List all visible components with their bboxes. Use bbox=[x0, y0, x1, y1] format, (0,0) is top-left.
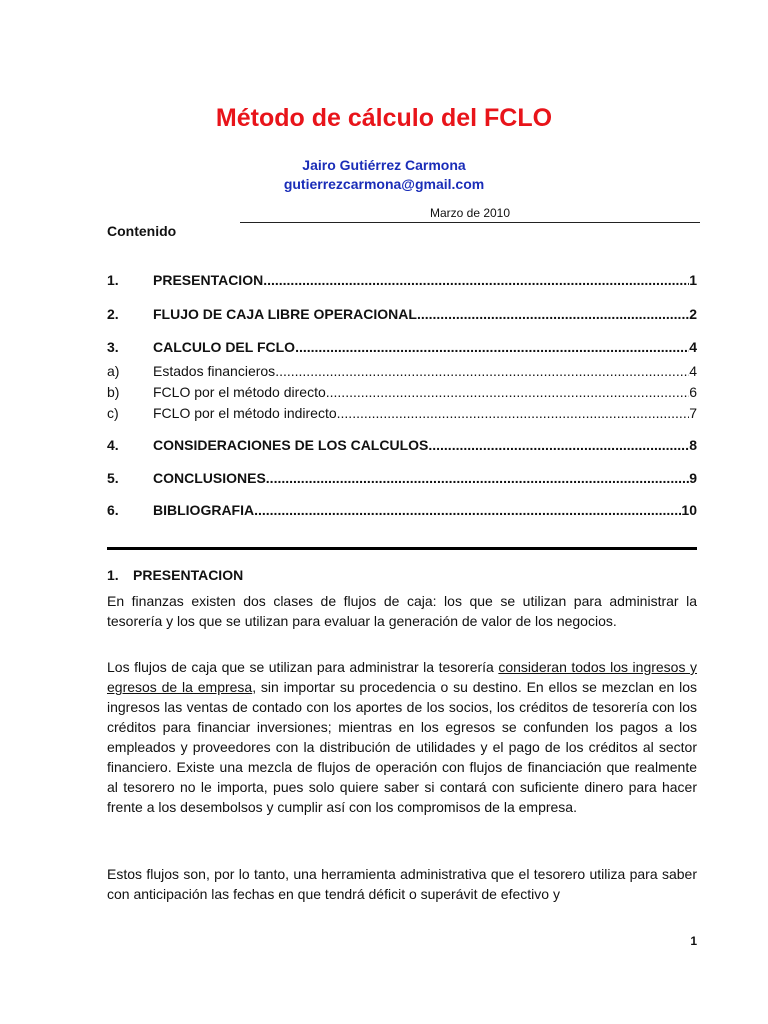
toc-entry-calculo[interactable] bbox=[107, 339, 697, 355]
toc-entry-number: b) bbox=[107, 384, 120, 400]
toc-entry-consideraciones[interactable] bbox=[107, 437, 697, 453]
paragraph-2 bbox=[107, 657, 697, 817]
toc-entry-page: 4 bbox=[689, 363, 697, 379]
toc-entry-page: 6 bbox=[689, 384, 697, 400]
paragraph-2-rest: , sin importar su procedencia o su destino. En ellos se mezclan en los ingresos las ventas de contado con los aportes de los socios, los créditos de tesorería con los créditos para financiar inversiones; mientras en los egresos se confunden los pagos a los empleados y proveedores con la distribución de utilidades y el pago de los créditos al sector financiero. Existe una mezcla de flujos de operación con flujos de financiación que realmente al tesorero no le importa, pues solo quiere saber si contará con suficiente dinero para hacer frente a los desembolsos y cumplir así con los compromisos de la empresa. bbox=[107, 679, 697, 815]
underlined-phrase: consideran todos los ingresos y egresos de la empresa bbox=[107, 659, 697, 695]
toc-entry-estados[interactable] bbox=[107, 363, 697, 379]
section-title: PRESENTACION bbox=[133, 567, 244, 583]
toc-leader-dots bbox=[254, 502, 681, 518]
toc-entry-page: 4 bbox=[689, 339, 697, 355]
toc-entry-number: 3. bbox=[107, 339, 119, 355]
date-rule bbox=[240, 222, 700, 223]
toc-heading: Contenido bbox=[107, 223, 177, 239]
toc-entry-title: CONSIDERACIONES DE LOS CALCULOS bbox=[153, 437, 429, 453]
toc-leader-dots bbox=[326, 384, 689, 400]
paragraph-2-start: Los flujos de caja que se utilizan para administrar la tesorería bbox=[107, 659, 499, 675]
toc-entry-number: 5. bbox=[107, 470, 119, 486]
toc-leader-dots bbox=[295, 339, 689, 355]
toc-entry-title: CONCLUSIONES bbox=[153, 470, 266, 486]
toc-entry-title: PRESENTACION bbox=[153, 272, 264, 288]
section-divider bbox=[107, 547, 697, 550]
toc-entry-title: BIBLIOGRAFIA bbox=[153, 502, 255, 518]
toc-entry-page: 7 bbox=[689, 405, 697, 421]
toc-entry-number: c) bbox=[107, 405, 119, 421]
toc-entry-number: a) bbox=[107, 363, 120, 379]
document-title: Método de cálculo del FCLO bbox=[215, 104, 553, 132]
toc-leader-dots bbox=[266, 470, 689, 486]
toc-entry-bibliografia[interactable] bbox=[107, 502, 697, 518]
section-heading bbox=[107, 567, 243, 583]
author-email: gutierrezcarmona@gmail.com bbox=[283, 176, 485, 192]
section-number: 1. bbox=[107, 567, 119, 583]
toc-entry-title: FLUJO DE CAJA LIBRE OPERACIONAL bbox=[153, 306, 417, 322]
toc-entry-title: CALCULO DEL FCLO bbox=[153, 339, 296, 355]
toc-entry-page: 10 bbox=[681, 502, 697, 518]
toc-entry-number: 4. bbox=[107, 437, 119, 453]
page-number: 1 bbox=[690, 934, 697, 948]
toc-entry-metodo-indirecto[interactable] bbox=[107, 405, 697, 421]
toc-entry-title: FCLO por el método directo bbox=[153, 384, 326, 400]
toc-leader-dots bbox=[263, 272, 689, 288]
toc-entry-page: 8 bbox=[689, 437, 697, 453]
toc-entry-title: Estados financieros bbox=[153, 363, 276, 379]
toc-entry-metodo-directo[interactable] bbox=[107, 384, 697, 400]
toc-entry-title: FCLO por el método indirecto bbox=[153, 405, 337, 421]
paragraph-1: En finanzas existen dos clases de flujos de caja: los que se utilizan para administrar la tesorería y los que se utilizan para evaluar la generación de valor de los negocios. bbox=[107, 593, 697, 629]
toc-leader-dots bbox=[417, 306, 689, 322]
toc-entry-number: 2. bbox=[107, 306, 119, 322]
paragraph-3: Estos flujos son, por lo tanto, una herramienta administrativa que el tesorero utiliza para saber con anticipación las fechas en que tendrá déficit o superávit de efectivo y bbox=[107, 866, 697, 902]
toc-leader-dots bbox=[337, 405, 690, 421]
toc-entry-page: 1 bbox=[689, 272, 697, 288]
toc-entry-number: 6. bbox=[107, 502, 119, 518]
toc-entry-flujo-caja[interactable] bbox=[107, 306, 697, 322]
document-date: Marzo de 2010 bbox=[429, 206, 511, 220]
toc-entry-page: 2 bbox=[689, 306, 697, 322]
author-name: Jairo Gutiérrez Carmona bbox=[302, 157, 466, 173]
toc-entry-conclusiones[interactable] bbox=[107, 470, 697, 486]
toc-entry-number: 1. bbox=[107, 272, 119, 288]
toc-entry-page: 9 bbox=[689, 470, 697, 486]
toc-leader-dots bbox=[275, 363, 689, 379]
toc-leader-dots bbox=[428, 437, 689, 453]
toc-entry-presentacion[interactable] bbox=[107, 272, 697, 288]
